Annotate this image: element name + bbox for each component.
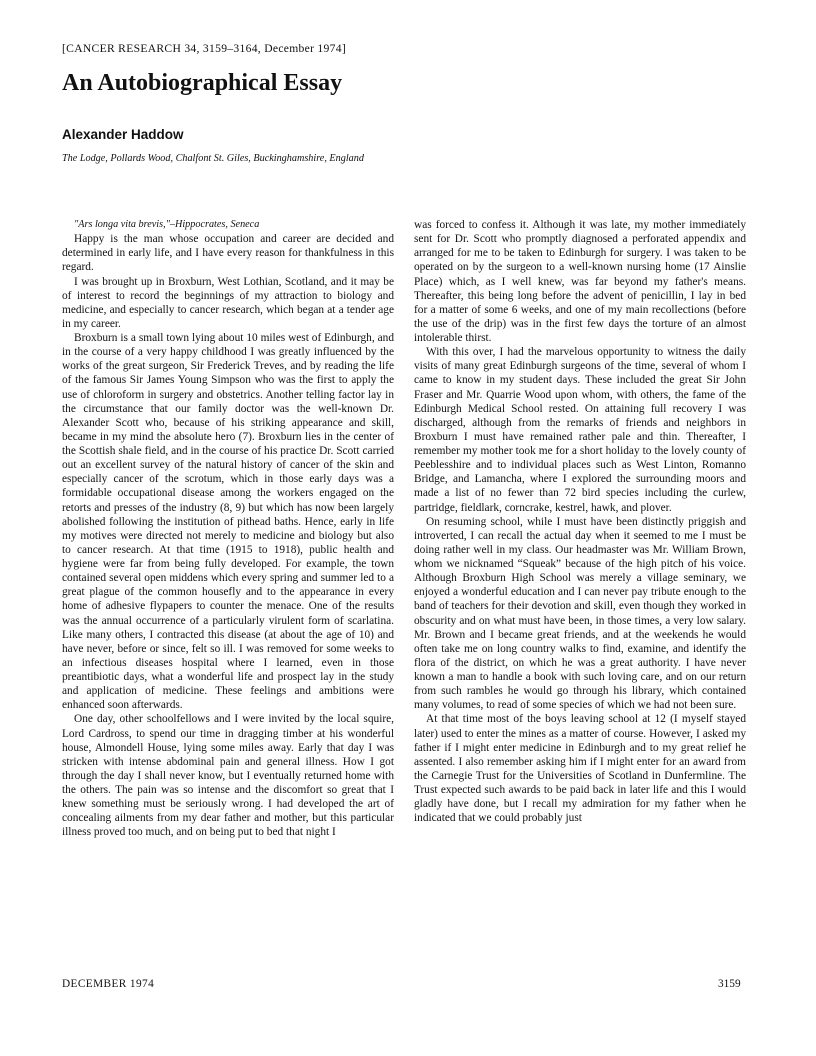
paragraph: At that time most of the boys leaving school at 12 (I myself stayed later) used to enter the mines as a matter of course. However, I asked my father if I might enter medicine in Edinburgh and to my great relief he assented. I also remember asking him if I might enter for an award from the Carnegie Trust for the Universities of Scotland in Dunfermline. The Trust expected such awards to be paid back in later life and this I would gladly have done, but I recall my admiration for my father when he indicated that we could probably just (414, 713, 746, 825)
right-column (414, 218, 746, 825)
paragraph: One day, other schoolfellows and I were invited by the local squire, Lord Cardross, to spend our time in dragging timber at his wonderful house, Almondell House, lying some miles away. Early that day I was stricken with intense abdominal pain and general illness. How I got through the day I shall never know, but I eventually returned home with the others. The pain was so intense and the discomfort so great that I knew something must be seriously wrong. I had developed the art of concealing ailments from my dear father and mother, but this particular illness proved too much, and on being put to bed that night I (62, 713, 394, 839)
paragraph: Happy is the man whose occupation and career are decided and determined in early life, and I have every reason for thankfulness in this regard. (62, 233, 394, 274)
author-affiliation: The Lodge, Pollards Wood, Chalfont St. Giles, Buckinghamshire, England (62, 153, 364, 164)
page-number: 3159 (718, 978, 741, 990)
left-column (62, 218, 394, 840)
article-title: An Autobiographical Essay (62, 70, 343, 96)
paragraph: With this over, I had the marvelous opportunity to witness the daily visits of many great Edinburgh surgeons of the time, several of whom I came to know in my student days. These included the great Sir John Fraser and Mr. Quarrie Wood upon whom, with others, the fame of the Edinburgh Medical School rested. On attaining full recovery I was discharged, although from the remarks of friends and neighbors in Broxburn I must have remained rather pale and thin. Thereafter, I remember my mother took me for a short holiday to the lovely county of Peeblesshire and to individual places such as West Linton, Romanno Bridge, and Lamancha, where I explored the surrounding moors and made a list of no fewer than 72 bird species including the curlew, partridge, fieldlark, corncrake, kestrel, hawk, and plover. (414, 346, 746, 514)
journal-citation: [CANCER RESEARCH 34, 3159–3164, December 1974] (62, 42, 346, 55)
paragraph: I was brought up in Broxburn, West Lothian, Scotland, and it may be of interest to record the beginnings of my attraction to biology and medicine, and especially to cancer research, which began at a tender age in my career. (62, 275, 394, 330)
paragraph-continued: was forced to confess it. Although it was late, my mother immediately sent for Dr. Scott who promptly diagnosed a perforated appendix and arranged for me to be taken to Edinburgh for surgery. I was taken to be operated on by the surgeon to a well-known nursing home (17 Ainslie Place) which, as I well knew, was far beyond my father's means. Thereafter, this being long before the advent of penicillin, I lay in bed for a matter of some 6 weeks, and one of my main recollections (before the use of the drip) was in the first few days the torture of an almost intolerable thirst. (414, 219, 746, 344)
paragraph: Broxburn is a small town lying about 10 miles west of Edinburgh, and in the course of a very happy childhood I was greatly influenced by the works of the great surgeon, Sir Frederick Treves, and by reading the life of the famous Sir James Young Simpson who was the first to apply the use of chloroform in surgery and obstetrics. Another telling factor lay in the circumstance that our family doctor was the well-known Dr. Alexander Scott who, because of his striking appearance and skill, became in my mind the absolute hero (7). Broxburn lies in the center of the Scottish shale field, and in the course of his practice Dr. Scott carried out an excellent survey of the natural history of cancer of the skin and especially cancer of the scrotum, which in those early days was a formidable occupational disease among the workers engaged on the retorts and presses of the industry (8, 9) but which has now been largely abolished following the institution of pithead baths. Hence, early in life my motives were directed not merely to medicine and biology but also to cancer research. At that time (1915 to 1918), public health and hygiene were far from being fully developed. For example, the town contained several open middens which every spring and summer led to a great plague of the common housefly and to the appearance in every home of adhesive flypapers to counter the menace. One of the results was the annual occurrence of a particularly virulent form of scarlatina. Like many others, I contracted this disease (at about the age of 10) and have never, before or since, felt so ill. I was removed for some weeks to an infectious diseases hospital where I learned, even in those preantibiotic days, what a wonderful life and prospect lay in the study and application of medicine. These feelings and ambitions were enhanced soon afterwards. (62, 332, 394, 712)
author-name: Alexander Haddow (62, 127, 184, 142)
footer-issue: DECEMBER 1974 (62, 978, 155, 990)
epigraph: "Ars longa vita brevis,"–Hippocrates, Seneca (74, 219, 260, 230)
paragraph: On resuming school, while I must have been distinctly priggish and introverted, I can recall the actual day when it seemed to me I must be doing rather well in my class. Our headmaster was Mr. William Brown, whom we nicknamed “Squeak” because of the high pitch of his voice. Although Broxburn High School was merely a village seminary, we enjoyed a wonderful education and I can never pay tribute enough to the band of teachers for their devotion and skill, even though they worked in obscurity and on what must have been, in those times, a very low salary. Mr. Brown and I became great friends, and at the weekends he would often take me on long country walks to find, examine, and identify the flora of the district, on which he was a great authority. I have never known a man to handle a book with such loving care, and on our return from such rambles he would go through his library, which contained many volumes, to read of some species of which we had not been sure. (414, 515, 746, 712)
